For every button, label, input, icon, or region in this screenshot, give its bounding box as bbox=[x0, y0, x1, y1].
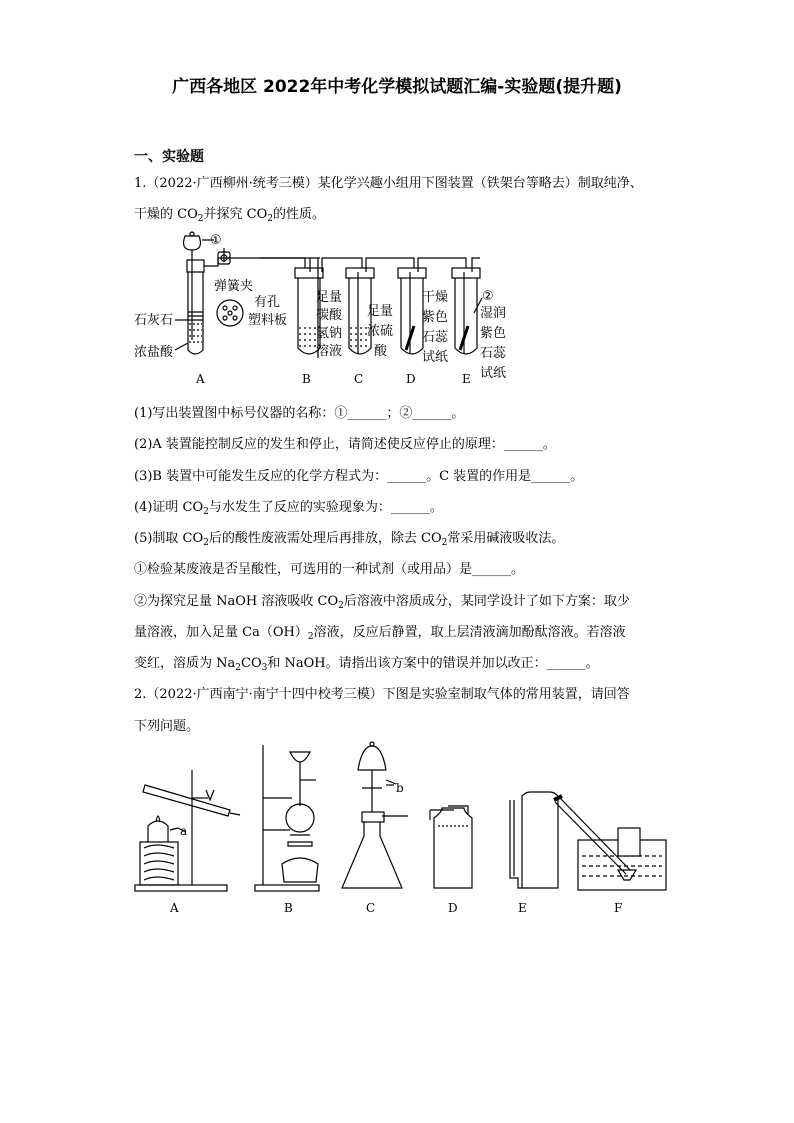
label-hcl: 浓盐酸 bbox=[134, 345, 174, 360]
q2-stem-line2: 下列问题。 bbox=[134, 719, 200, 734]
label-e3: 石蕊 bbox=[480, 346, 507, 361]
fig1-letter-b: B bbox=[302, 372, 311, 386]
label-d4: 试纸 bbox=[422, 350, 449, 365]
q2-apparatus-figure bbox=[130, 740, 670, 918]
label-limestone: 石灰石 bbox=[134, 313, 174, 328]
label-b1: 足量 bbox=[316, 290, 343, 305]
page-title: 广西各地区 2022年中考化学模拟试题汇编-实验题(提升题) bbox=[172, 77, 622, 97]
q1-part2: (2)A 装置能控制反应的发生和停止，请简述使反应停止的原理：______。 bbox=[134, 437, 556, 452]
label-d1: 干燥 bbox=[422, 290, 449, 305]
q1-part5: (5)制取 $CO_2$后的酸性废液需处理后再排放，除去 $CO_2$常采用碱液吸收法。 bbox=[134, 531, 565, 548]
label-b: b bbox=[396, 781, 404, 795]
section-heading: 一、实验题 bbox=[134, 149, 204, 165]
label-d3: 石蕊 bbox=[422, 330, 449, 345]
label-c2: ② bbox=[482, 289, 494, 304]
fig1-letter-a: A bbox=[196, 372, 205, 386]
q1-part4: (4)证明 $CO_2$与水发生了反应的实验现象为：______。 bbox=[134, 500, 443, 517]
fig2-letter-d: D bbox=[448, 901, 458, 915]
fig1-letter-c: C bbox=[354, 372, 364, 386]
fig2-letter-f: F bbox=[614, 901, 623, 915]
label-c3t: 酸 bbox=[374, 344, 388, 359]
fig1-letter-d: D bbox=[406, 372, 416, 386]
q1-part5-1: ①检验某废液是否呈酸性，可选用的一种试剂（或用品）是______。 bbox=[134, 562, 525, 577]
label-b2: 碳酸 bbox=[316, 308, 343, 323]
fig2-letter-c: C bbox=[366, 901, 376, 915]
q1-part1: (1)写出装置图中标号仪器的名称：①______；②______。 bbox=[134, 406, 465, 421]
label-e1: 湿润 bbox=[480, 306, 507, 321]
q1-part5-2-line1: ②为探究足量 NaOH 溶液吸收 $CO_2$后溶液中溶质成分，某同学设计了如下方案：取少 bbox=[134, 594, 630, 611]
label-spring: 弹簧夹 bbox=[214, 279, 254, 294]
label-c2t: 浓硫 bbox=[367, 324, 394, 339]
fig2-letter-b: B bbox=[284, 901, 293, 915]
q1-part3: (3)B 装置中可能发生反应的化学方程式为：______。C 装置的作用是______。 bbox=[134, 469, 584, 484]
label-c1: ① bbox=[210, 233, 222, 248]
q1-stem-line1: 1.（2022·广西柳州·统考三模）某化学兴趣小组用下图装置（铁架台等略去）制取纯净、 bbox=[134, 176, 643, 191]
label-e2: 紫色 bbox=[480, 326, 507, 341]
q1-stem-line2: 干燥的 $CO_2$并探究 $CO_2$的性质。 bbox=[134, 207, 325, 224]
label-b4: 溶液 bbox=[316, 344, 343, 359]
fig2-letter-a: A bbox=[170, 901, 179, 915]
label-plate2: 塑料板 bbox=[248, 313, 288, 328]
label-a: a bbox=[180, 824, 188, 838]
q2-stem-line1: 2.（2022·广西南宁·南宁十四中校考三模）下图是实验室制取气体的常用装置，请回答 bbox=[134, 687, 630, 702]
label-e4: 试纸 bbox=[480, 366, 507, 381]
label-plate1: 有孔 bbox=[254, 295, 281, 310]
q1-part5-2-line2: 量溶液，加入足量 $Ca(OH)_2$溶液，反应后静置，取上层清液滴加酚酞溶液。若溶液 bbox=[134, 625, 626, 642]
fig1-letter-e: E bbox=[462, 372, 471, 386]
label-b3: 氢钠 bbox=[316, 326, 343, 341]
q1-part5-2-line3: 变红，溶质为 $Na_2CO_3$和 NaOH。请指出该方案中的错误并加以改正：______。 bbox=[134, 656, 599, 673]
q1-apparatus-figure bbox=[130, 228, 530, 390]
fig2-letter-e: E bbox=[518, 901, 527, 915]
label-d2: 紫色 bbox=[422, 310, 449, 325]
label-c1t: 足量 bbox=[367, 304, 394, 319]
